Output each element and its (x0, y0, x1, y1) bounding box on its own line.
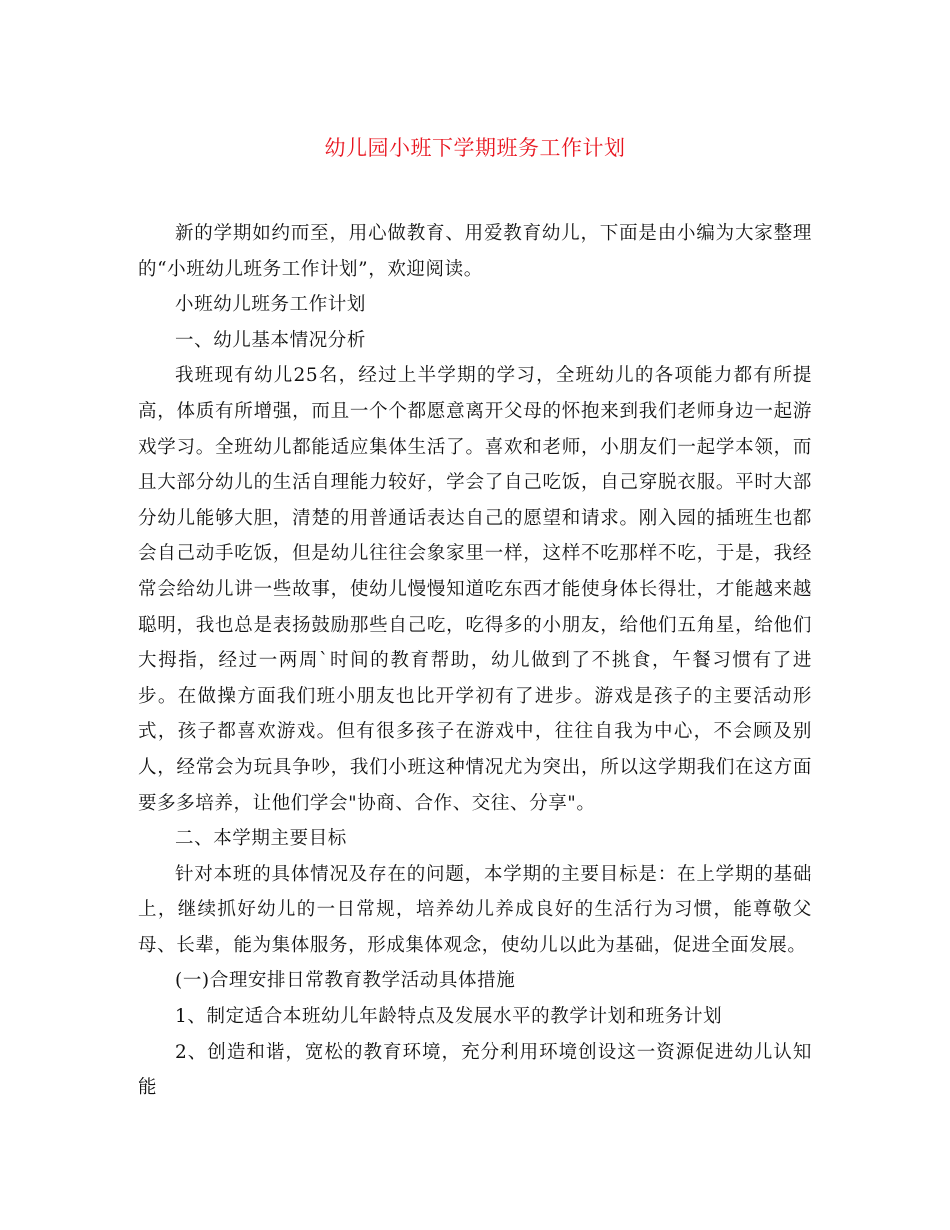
subsection-heading-1: (一)合理安排日常教育教学活动具体措施 (175, 970, 516, 992)
list-item-1: 1、制定适合本班幼儿年龄特点及发展水平的教学计划和班务计划 (175, 1006, 723, 1028)
paragraph-main-goals: 针对本班的具体情况及存在的问题，本学期的主要目标是：在上学期的基础上，继续抓好幼儿的一日常规，培养幼儿养成良好的生活行为习惯，能尊敬父母、长辈，能为集体服务，形成集体观念，使幼儿以此为基础，促进全面发展。 (138, 863, 812, 956)
paragraph-intro: 新的学期如约而至，用心做教育、用爱教育幼儿，下面是由小编为大家整理的“小班幼儿班务工作计划”，欢迎阅读。 (138, 223, 812, 280)
list-item-2: 2、创造和谐，宽松的教育环境，充分利用环境创设这一资源促进幼儿认知能 (138, 1041, 812, 1099)
document-title: 幼儿园小班下学期班务工作计划 (324, 136, 626, 160)
paragraph-subtitle: 小班幼儿班务工作计划 (175, 294, 367, 316)
document-body (138, 216, 812, 1106)
paragraph-situation-analysis: 我班现有幼儿25名，经过上半学期的学习，全班幼儿的各项能力都有所提高，体质有所增强，而且一个个都愿意离开父母的怀抱来到我们老师身边一起游戏学习。全班幼儿都能适应集体生活了。喜欢和老师，小朋友们一起学本领，而且大部分幼儿的生活自理能力较好，学会了自己吃饭，自己穿脱衣服。平时大部分幼儿能够大胆，清楚的用普通话表达自己的愿望和请求。刚入园的插班生也都会自己动手吃饭，但是幼儿往往会象家里一样，这样不吃那样不吃，于是，我经常会给幼儿讲一些故事，使幼儿慢慢知道吃东西才能使身体长得壮，才能越来越聪明，我也总是表扬鼓励那些自己吃，吃得多的小朋友，给他们五角星，给他们大拇指，经过一两周`时间的教育帮助，幼儿做到了不挑食，午餐习惯有了进步。在做操方面我们班小朋友也比开学初有了进步。游戏是孩子的主要活动形式，孩子都喜欢游戏。但有很多孩子在游戏中，往往自我为中心，不会顾及别人，经常会为玩具争吵，我们小班这种情况尤为突出，所以这学期我们在这方面要多多培养，让他们学会"协商、合作、交往、分享"。 (138, 365, 812, 814)
section-heading-1: 一、幼儿基本情况分析 (175, 329, 367, 351)
section-heading-2: 二、本学期主要目标 (175, 828, 347, 850)
